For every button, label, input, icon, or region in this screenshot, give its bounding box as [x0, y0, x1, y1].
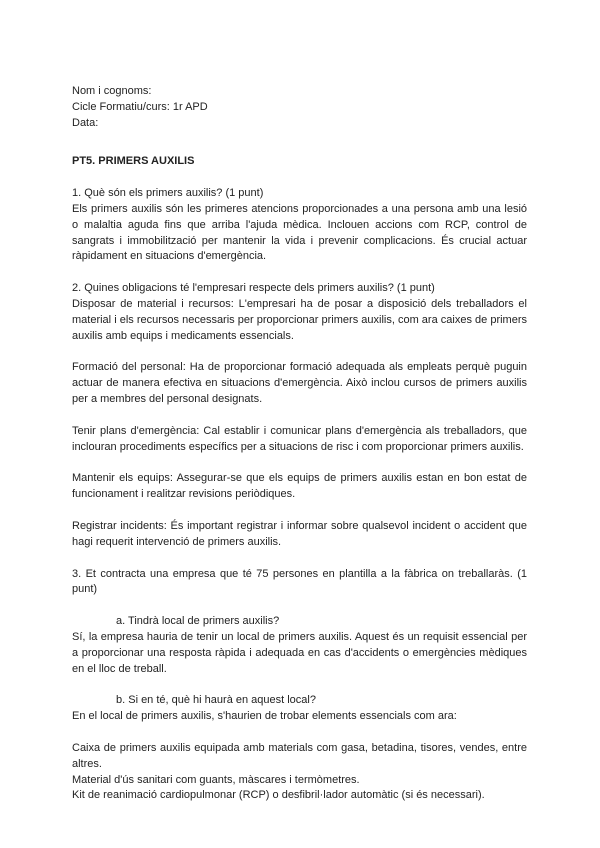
list-item: Kit de reanimació cardiopulmonar (RCP) o desfibril·lador automàtic (si és necessari). — [72, 789, 485, 802]
q1-answer: Els primers auxilis són les primeres atencions proporcionades a una persona amb una lesió o malaltia aguda fins que arriba l'ajuda mèdica. Inclouen accions com RCP, control de sangrats i immobilització per mantenir la vida i prevenir complicacions. És crucial actuar ràpidament en situacions d'emergència. — [72, 202, 527, 263]
q2-paragraph-equipment: Mantenir els equips: Assegurar-se que els equips de primers auxilis estan en bon estat de funcionament i realitzar revisions periòdiques. — [72, 472, 527, 501]
list-item: Material d'ús sanitari com guants, màscares i termòmetres. — [72, 773, 360, 786]
q2-paragraph-plans: Tenir plans d'emergència: Cal establir i comunicar plans d'emergència als treballadors, que inclouran procediments específics per a situacions de risc i com proporcionar primers auxilis. — [72, 424, 527, 453]
date-label: Data: — [72, 116, 99, 129]
q3a-answer: Sí, la empresa hauria de tenir un local de primers auxilis. Aquest és un requisit essencial per a proporcionar una resposta ràpida i adequada en cas d'accidents o emergències mèdiques en el lloc de treball. — [72, 630, 527, 675]
cycle-label: Cicle Formatiu/curs: 1r APD — [72, 100, 208, 113]
document-title: PT5. PRIMERS AUXILIS — [72, 155, 195, 168]
q2-paragraph-materials: Disposar de material i recursos: L'empresari ha de posar a disposició dels treballadors el material i els recursos necessaris per proporcionar primers auxilis, com ara caixes de primers auxilis amb equips i medicaments essencials. — [72, 297, 527, 342]
q3a-question: a. Tindrà local de primers auxilis? — [116, 615, 280, 628]
q1-question: 1. Què són els primers auxilis? (1 punt) — [72, 187, 264, 200]
document-page — [72, 84, 527, 804]
q3b-question: b. Si en té, què hi haurà en aquest local? — [116, 694, 316, 707]
list-item: Caixa de primers auxilis equipada amb materials com gasa, betadina, tisores, vendes, entre altres. — [72, 741, 527, 770]
q3-question: 3. Et contracta una empresa que té 75 persones en plantilla a la fàbrica on treballaràs. (1 punt) — [72, 567, 527, 596]
name-label: Nom i cognoms: — [72, 85, 152, 97]
q2-question: 2. Quines obligacions té l'empresari respecte dels primers auxilis? (1 punt) — [72, 282, 435, 295]
q3b-intro: En el local de primers auxilis, s'haurien de trobar elements essencials com ara: — [72, 710, 457, 723]
q2-paragraph-incidents: Registrar incidents: És important registrar i informar sobre qualsevol incident o accident que hagi requerit intervenció de primers auxilis. — [72, 519, 527, 548]
q2-paragraph-training: Formació del personal: Ha de proporcionar formació adequada als empleats perquè puguin actuar de manera efectiva en situacions d'emergència. Això inclou cursos de primers auxilis per a membres del personal designats. — [72, 361, 527, 405]
